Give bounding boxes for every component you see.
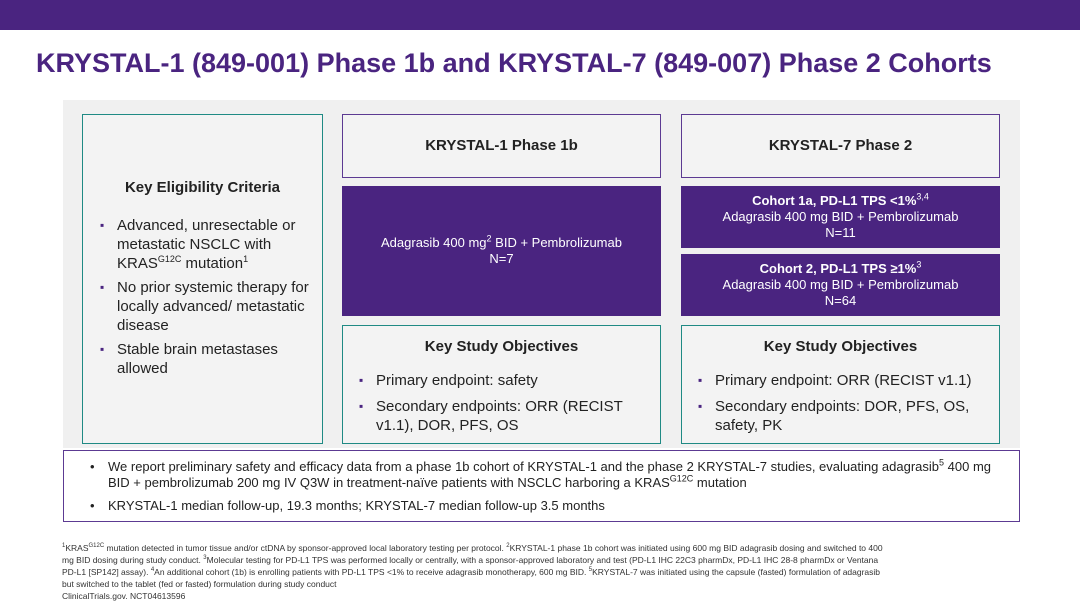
cohort-title-text: Cohort 1a, PD-L1 TPS <1% (752, 193, 917, 208)
objective-item: ▪ Secondary endpoints: ORR (RECIST v1.1), DOR, PFS, OS (352, 397, 652, 435)
krystal7-objectives-box (681, 325, 1000, 444)
superscript: G12C (669, 473, 694, 484)
eligibility-heading: Key Eligibility Criteria (124, 179, 281, 196)
enrollment-count: N=7 (489, 251, 514, 266)
eligibility-item: ▪ Stable brain metastases allowed (93, 340, 315, 378)
summary-text: mutation (693, 475, 747, 490)
cohort-1a-box (681, 186, 1000, 248)
regimen-text: Adagrasib 400 mg BID + Pembrolizumab (722, 209, 959, 224)
krystal1-regimen-box (342, 186, 661, 316)
superscript: G12C (157, 254, 182, 264)
eligibility-item: ▪ No prior systemic therapy for locally advanced/ metastatic disease (93, 278, 315, 335)
footnote-ref: 5 (939, 457, 945, 468)
eligibility-item-text: Advanced, unresectable or metastatic NSCLC with KRAS (117, 217, 296, 272)
regimen-line (342, 235, 661, 251)
footnote-ref: 1 (62, 543, 66, 550)
slide-title: KRYSTAL-1 (849-001) Phase 1b and KRYSTAL-7 (849-007) Phase 2 Cohorts (36, 48, 992, 78)
footnote-ref: 1 (243, 254, 249, 264)
regimen-text: BID + Pembrolizumab (491, 235, 622, 250)
footnote-ref: 2 (506, 543, 510, 550)
footnotes (62, 542, 892, 602)
eligibility-item-text: mutation (181, 255, 244, 272)
krystal1-objectives-box (342, 325, 661, 444)
footnote-text: Molecular testing for PD-L1 TPS was performed locally or centrally, with a sponsor-approved laboratory and test (PD-L1 IHC 22C3 pharmDx, PD-L1 IHC 28-8 pharmDx or Ventana PD-L1 [SP142] assay). (62, 555, 879, 577)
superscript: G12C (88, 543, 105, 550)
summary-box (63, 450, 1020, 522)
footnote-text: KRYSTAL-7 was initiated using the capsule (fasted) formulation of adagrasib but switched to the tablet (fed or fasted) formulation during study conduct (62, 567, 881, 589)
footnote-text: KRYSTAL-1 phase 1b cohort was initiated using 600 mg BID adagrasib dosing and switched to 400 mg BID dosing during study conduct. (62, 543, 883, 565)
footnote-text: mutation detected in tumor tissue and/or ctDNA by sponsor-approved local laboratory testing per protocol. (104, 543, 507, 553)
regimen-text: Adagrasib 400 mg (381, 235, 487, 250)
cohort-title (681, 261, 1000, 277)
objectives-list (691, 371, 991, 442)
footnote-ref: 3 (916, 259, 922, 270)
footnote-ref: 3,4 (916, 191, 929, 202)
summary-item (86, 459, 1011, 491)
enrollment-count: N=11 (825, 225, 856, 240)
eligibility-item (93, 216, 315, 273)
eligibility-box (82, 114, 323, 444)
registry-id: ClinicalTrials.gov. NCT04613596 (62, 591, 186, 601)
cohort-title-text: Cohort 2, PD-L1 TPS ≥1% (759, 261, 917, 276)
footnote-ref: 4 (150, 567, 155, 574)
footnote-ref: 2 (486, 233, 492, 244)
eligibility-list (93, 216, 315, 383)
objective-item: ▪ Primary endpoint: ORR (RECIST v1.1) (691, 371, 991, 390)
objectives-heading: Key Study Objectives (424, 338, 579, 355)
summary-list (86, 459, 1011, 521)
summary-text: 400 mg BID + pembrolizumab 200 mg IV Q3W in treatment-naïve patients with NSCLC harboring a KRAS (108, 459, 992, 490)
footnote-ref: 5 (588, 567, 593, 574)
regimen-text: Adagrasib 400 mg BID + Pembrolizumab (722, 277, 959, 292)
summary-item: • KRYSTAL-1 median follow-up, 19.3 months; KRYSTAL-7 median follow-up 3.5 months (86, 498, 1011, 514)
cohort-title (681, 193, 1000, 209)
footnote-text: An additional cohort (1b) is enrolling patients with PD-L1 TPS <1% to receive adagrasib monotherapy, 600 mg BID. (154, 567, 589, 577)
krystal7-header: KRYSTAL-7 Phase 2 (681, 114, 1000, 178)
footnote-text: KRAS (65, 543, 89, 553)
objectives-heading: Key Study Objectives (763, 338, 918, 355)
objective-item: ▪ Secondary endpoints: DOR, PFS, OS, safety, PK (691, 397, 991, 435)
footnote-ref: 3 (203, 555, 207, 562)
top-banner (0, 0, 1080, 30)
krystal1-header: KRYSTAL-1 Phase 1b (342, 114, 661, 178)
enrollment-count: N=64 (824, 293, 857, 308)
objective-item: ▪ Primary endpoint: safety (352, 371, 652, 390)
cohort-2-box (681, 254, 1000, 316)
objectives-list (352, 371, 652, 442)
summary-text: We report preliminary safety and efficacy data from a phase 1b cohort of KRYSTAL-1 and the phase 2 KRYSTAL-7 studies, evaluating adagrasib (108, 459, 940, 474)
